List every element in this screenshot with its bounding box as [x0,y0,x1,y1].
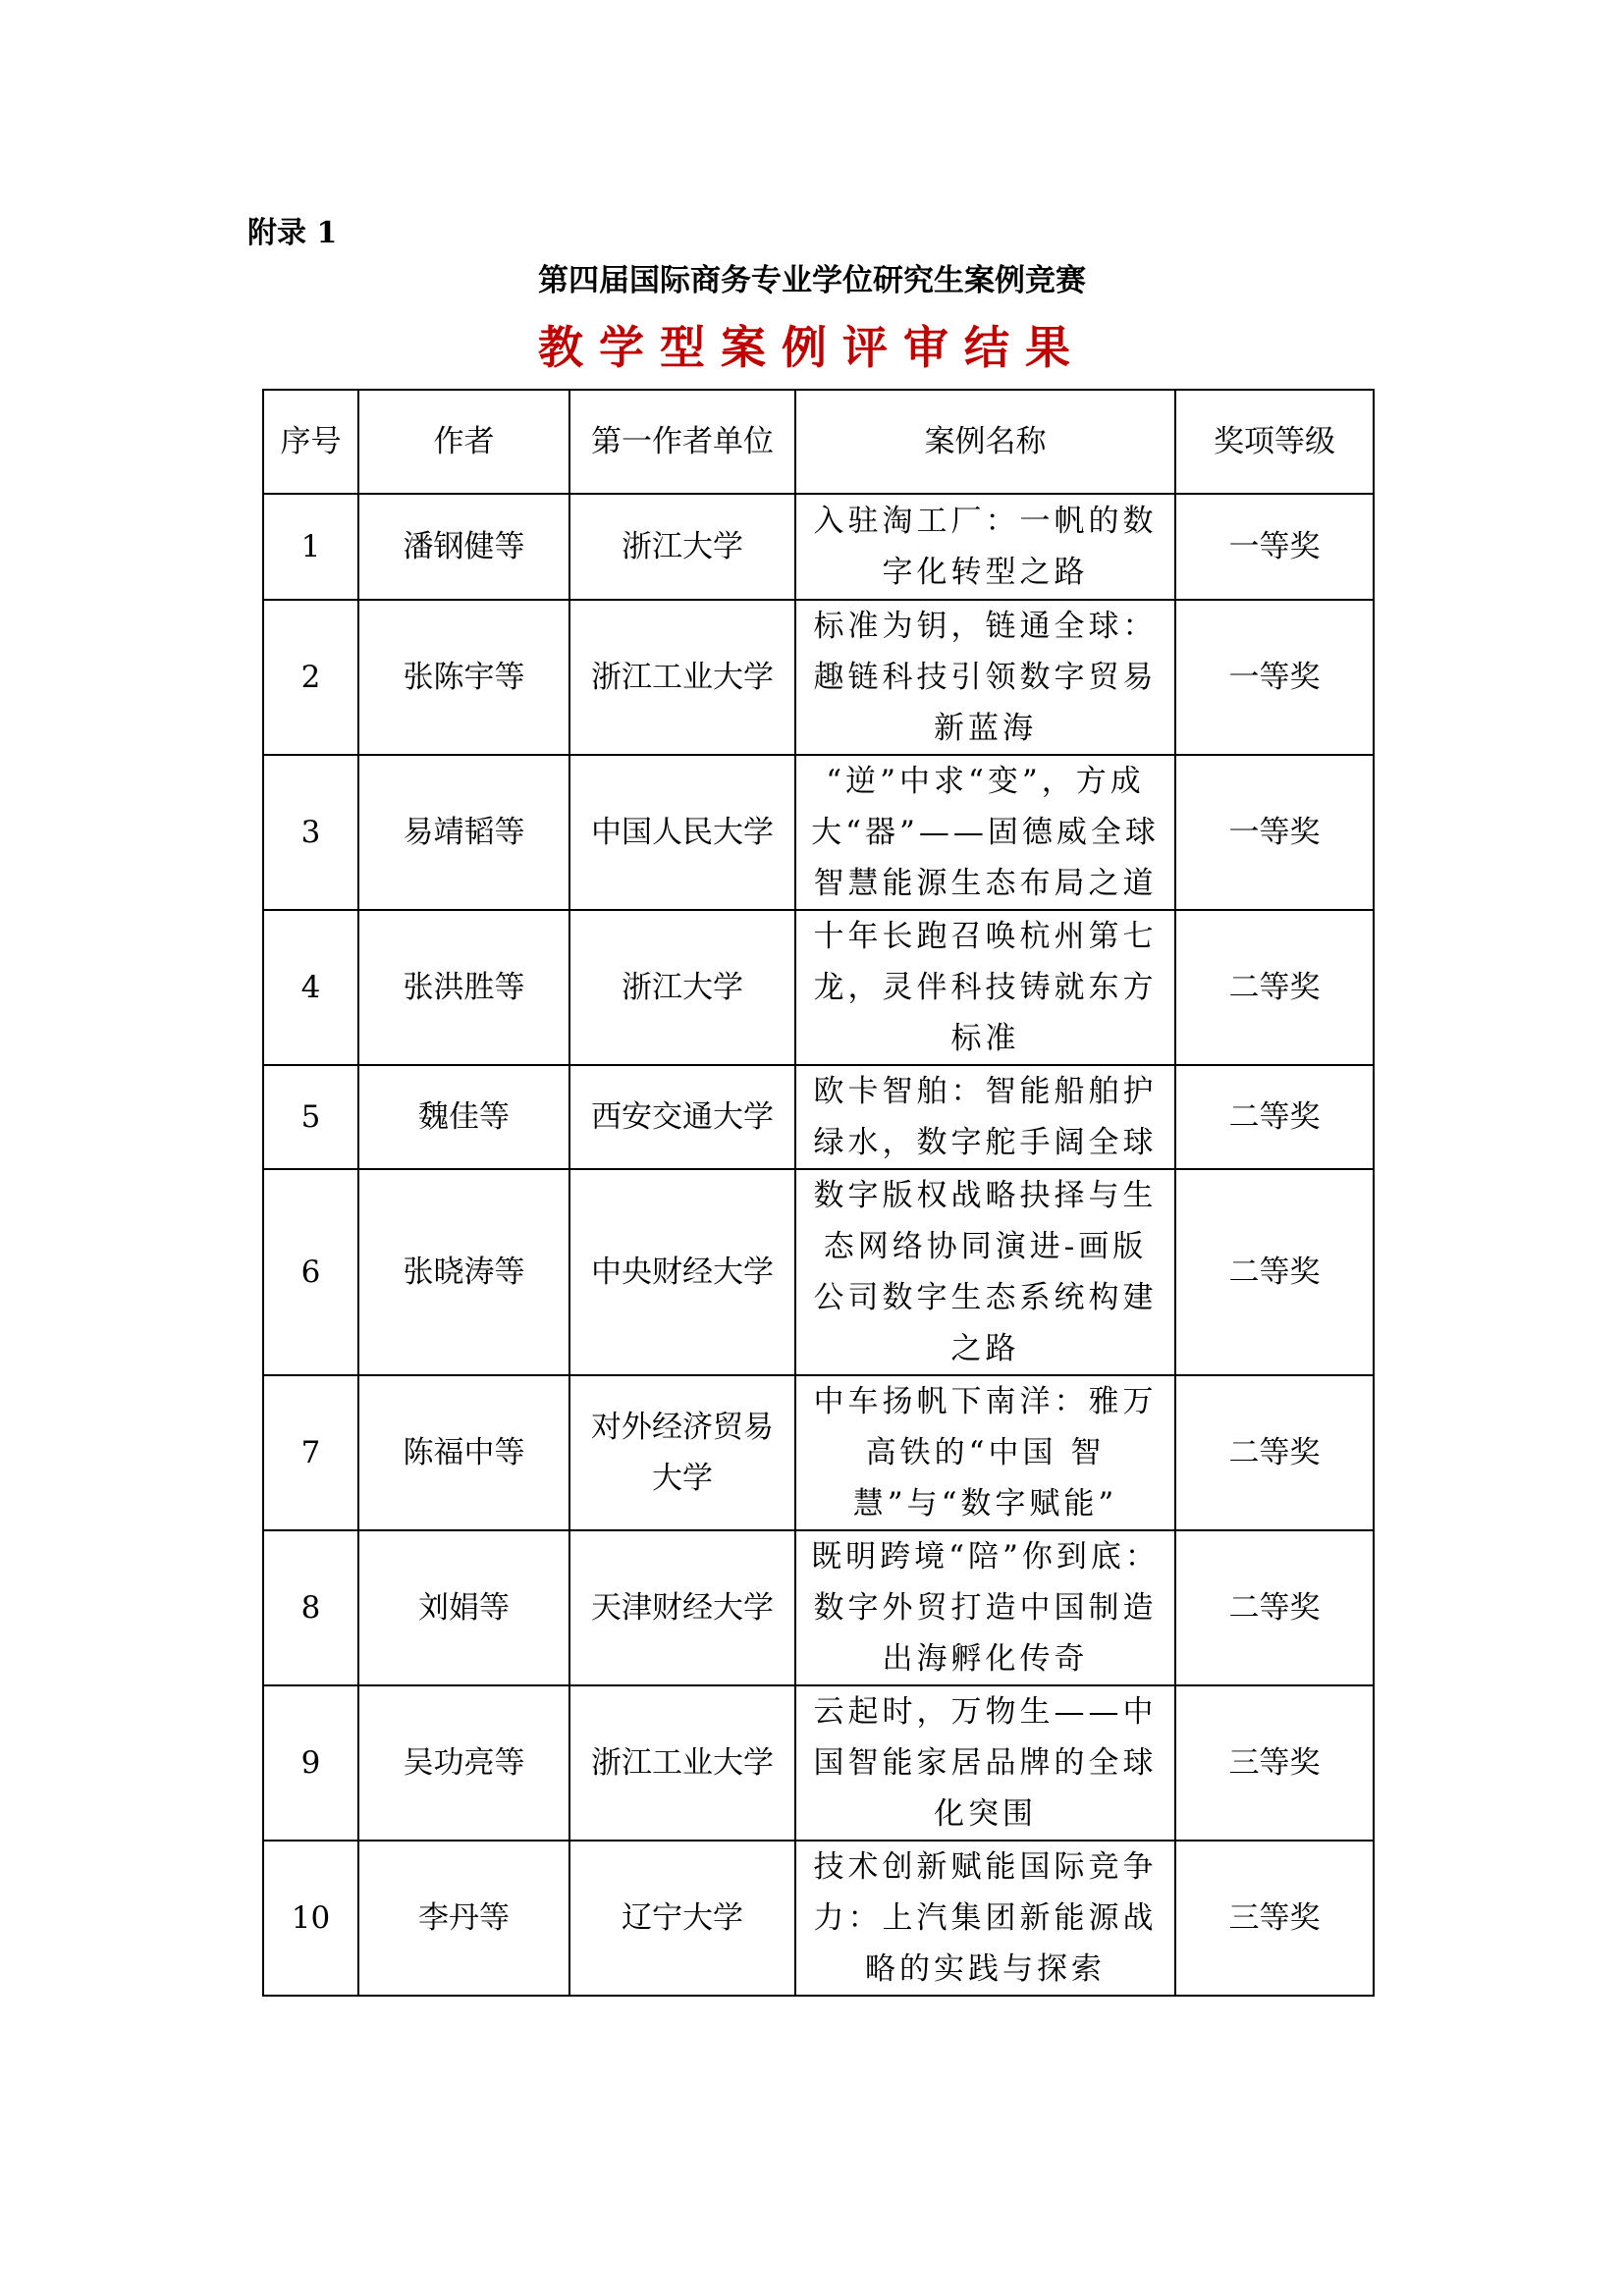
row-seq-cell: 9 [263,1685,358,1841]
table-row [263,494,1374,600]
row-unit-cell: 浙江大学 [569,494,795,600]
row-award-cell: 二等奖 [1175,1169,1374,1375]
row-seq-cell: 6 [263,1169,358,1375]
row-seq-cell: 3 [263,755,358,910]
row-unit-cell: 西安交通大学 [569,1065,795,1169]
row-award-cell: 二等奖 [1175,1375,1374,1530]
header-author: 作者 [358,390,569,494]
row-seq-cell: 4 [263,910,358,1065]
row-award-cell: 二等奖 [1175,1530,1374,1685]
row-seq-cell: 10 [263,1841,358,1996]
table-row [263,1169,1374,1375]
row-seq-cell: 1 [263,494,358,600]
row-author-cell: 张陈宇等 [358,600,569,755]
row-case-cell: 欧卡智舶：智能船舶护绿水，数字舵手阔全球 [795,1065,1175,1169]
row-author-cell: 张晓涛等 [358,1169,569,1375]
table-row [263,1065,1374,1169]
row-unit-cell: 中央财经大学 [569,1169,795,1375]
row-award-cell: 三等奖 [1175,1685,1374,1841]
results-table [262,389,1375,1997]
row-unit-cell: 浙江大学 [569,910,795,1065]
row-case-cell: 技术创新赋能国际竞争力：上汽集团新能源战略的实践与探索 [795,1841,1175,1996]
row-case-cell: 数字版权战略抉择与生态网络协同演进-画版公司数字生态系统构建之路 [795,1169,1175,1375]
header-case: 案例名称 [795,390,1175,494]
row-unit-cell: 浙江工业大学 [569,600,795,755]
table-row [263,1375,1374,1530]
row-seq-cell: 8 [263,1530,358,1685]
table-body [263,494,1374,1996]
row-seq-cell: 7 [263,1375,358,1530]
row-award-cell: 一等奖 [1175,494,1374,600]
row-case-cell: 十年长跑召唤杭州第七龙，灵伴科技铸就东方标准 [795,910,1175,1065]
row-case-cell: 标准为钥，链通全球：趣链科技引领数字贸易新蓝海 [795,600,1175,755]
row-author-cell: 易靖韬等 [358,755,569,910]
table-row [263,755,1374,910]
row-case-cell: 云起时，万物生——中国智能家居品牌的全球化突围 [795,1685,1175,1841]
row-author-cell: 陈福中等 [358,1375,569,1530]
row-author-cell: 吴功亮等 [358,1685,569,1841]
row-author-cell: 张洪胜等 [358,910,569,1065]
row-award-cell: 一等奖 [1175,600,1374,755]
header-award: 奖项等级 [1175,390,1374,494]
table-row [263,1530,1374,1685]
row-unit-cell: 中国人民大学 [569,755,795,910]
row-award-cell: 二等奖 [1175,910,1374,1065]
row-unit-cell: 辽宁大学 [569,1841,795,1996]
table-row [263,1685,1374,1841]
row-author-cell: 潘钢健等 [358,494,569,600]
header-seq: 序号 [263,390,358,494]
row-unit-cell: 浙江工业大学 [569,1685,795,1841]
row-case-cell: 入驻淘工厂：一帆的数字化转型之路 [795,494,1175,600]
row-seq-cell: 2 [263,600,358,755]
row-award-cell: 三等奖 [1175,1841,1374,1996]
row-case-cell: 中车扬帆下南洋：雅万高铁的“中国 智慧”与“数字赋能” [795,1375,1175,1530]
row-seq-cell: 5 [263,1065,358,1169]
competition-subtitle: 第四届国际商务专业学位研究生案例竞赛 [538,263,1086,298]
table-row [263,1841,1374,1996]
appendix-label: 附录 1 [247,216,338,250]
header-unit: 第一作者单位 [569,390,795,494]
table-row [263,600,1374,755]
row-author-cell: 李丹等 [358,1841,569,1996]
row-case-cell: 既明跨境“陪”你到底：数字外贸打造中国制造出海孵化传奇 [795,1530,1175,1685]
row-award-cell: 二等奖 [1175,1065,1374,1169]
page-title: 教学型案例评审结果 [538,321,1086,374]
table-row [263,910,1374,1065]
row-award-cell: 一等奖 [1175,755,1374,910]
row-unit-cell: 对外经济贸易大学 [569,1375,795,1530]
row-unit-cell: 天津财经大学 [569,1530,795,1685]
table-header-row [263,390,1374,494]
row-author-cell: 魏佳等 [358,1065,569,1169]
row-case-cell: “逆”中求“变”，方成大“器”——固德威全球智慧能源生态布局之道 [795,755,1175,910]
row-author-cell: 刘娟等 [358,1530,569,1685]
